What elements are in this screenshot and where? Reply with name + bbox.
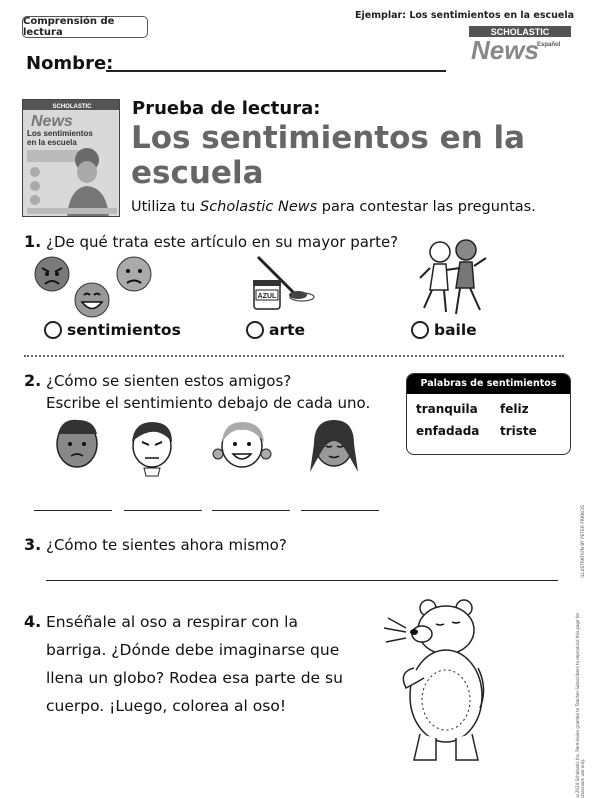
answer-blank-2[interactable] <box>124 510 202 511</box>
test-label: Prueba de lectura: <box>132 98 321 119</box>
option-arte[interactable] <box>246 321 305 339</box>
question-4-text: Enséñale al oso a respirar con la barriga. ¿Dónde debe imaginarse que llena un globo? Rodea esa parte de su cuerpo. ¡Luego, colorea al oso! <box>46 613 343 715</box>
option-baile[interactable] <box>411 321 477 339</box>
svg-text:News: News <box>31 113 73 130</box>
option-label: sentimientos <box>67 321 181 339</box>
word-bank-title: Palabras de sentimientos <box>407 374 570 394</box>
name-label: Nombre: <box>26 53 114 74</box>
option-label: baile <box>434 321 477 339</box>
word-bank-item: enfadada <box>416 424 480 438</box>
instructions: Utiliza tu Scholastic News para contestar las preguntas. <box>131 199 536 215</box>
scholastic-news-logo <box>469 26 571 65</box>
section-divider <box>24 355 564 357</box>
section-tag-label: Comprensión de lectura <box>23 16 115 38</box>
svg-text:en la escuela: en la escuela <box>27 138 77 147</box>
question-2 <box>24 370 370 414</box>
answer-blank-4[interactable] <box>301 510 379 511</box>
edition-label: Ejemplar: Los sentimientos en la escuela <box>354 10 574 21</box>
illustration-credit: ILLUSTRATION BY PETER FRANCIS <box>580 505 585 578</box>
question-number: 2. <box>24 371 42 390</box>
magazine-name: Scholastic News <box>199 199 318 215</box>
svg-text:News: News <box>471 35 539 65</box>
option-label: arte <box>269 321 306 339</box>
question-text: ¿De qué trata este artículo en su mayor parte? <box>46 233 399 251</box>
word-bank-item: tranquila <box>416 402 478 416</box>
answer-blank-3[interactable] <box>212 510 290 511</box>
radio-circle[interactable] <box>246 321 264 339</box>
question-number: 3. <box>24 535 42 554</box>
svg-text:Los sentimientos: Los sentimientos <box>27 129 93 138</box>
question-text-line-2: Escribe el sentimiento debajo de cada uno. <box>46 394 371 412</box>
dancing-kids-icon <box>416 238 492 320</box>
question-text: ¿Cómo te sientes ahora mismo? <box>46 536 287 554</box>
word-bank-item: feliz <box>500 402 529 416</box>
test-title: Los sentimientos en la escuela <box>131 120 526 191</box>
word-bank-item: triste <box>500 424 537 438</box>
question-4-number: 4. <box>24 612 42 631</box>
question-3 <box>24 534 287 556</box>
feelings-word-bank <box>406 373 571 455</box>
svg-text:SCHOLASTIC: SCHOLASTIC <box>490 27 550 37</box>
copyright-notice: ©2024 Scholastic Inc. Permission granted to Teacher Subscribers to reproduce this page for classroom use only. <box>575 612 585 798</box>
paint-jar-icon <box>248 253 314 313</box>
kid-faces-icon <box>42 414 382 480</box>
section-tag <box>22 16 148 38</box>
svg-text:SCHOLASTIC: SCHOLASTIC <box>52 104 92 110</box>
radio-circle[interactable] <box>44 321 62 339</box>
answer-line-3[interactable] <box>46 580 558 581</box>
option-sentimientos[interactable] <box>44 321 181 339</box>
radio-circle[interactable] <box>411 321 429 339</box>
bear-icon[interactable] <box>384 598 494 764</box>
answer-blank-1[interactable] <box>34 510 112 511</box>
question-number: 1. <box>24 232 42 251</box>
magazine-cover <box>22 99 120 217</box>
emoji-faces-icon <box>34 255 154 321</box>
question-1 <box>24 231 398 253</box>
name-write-line[interactable] <box>106 70 446 72</box>
question-text-line-1: ¿Cómo se sienten estos amigos? <box>46 372 292 390</box>
svg-text:Español: Español <box>537 42 561 48</box>
svg-text:AZUL: AZUL <box>257 293 277 300</box>
